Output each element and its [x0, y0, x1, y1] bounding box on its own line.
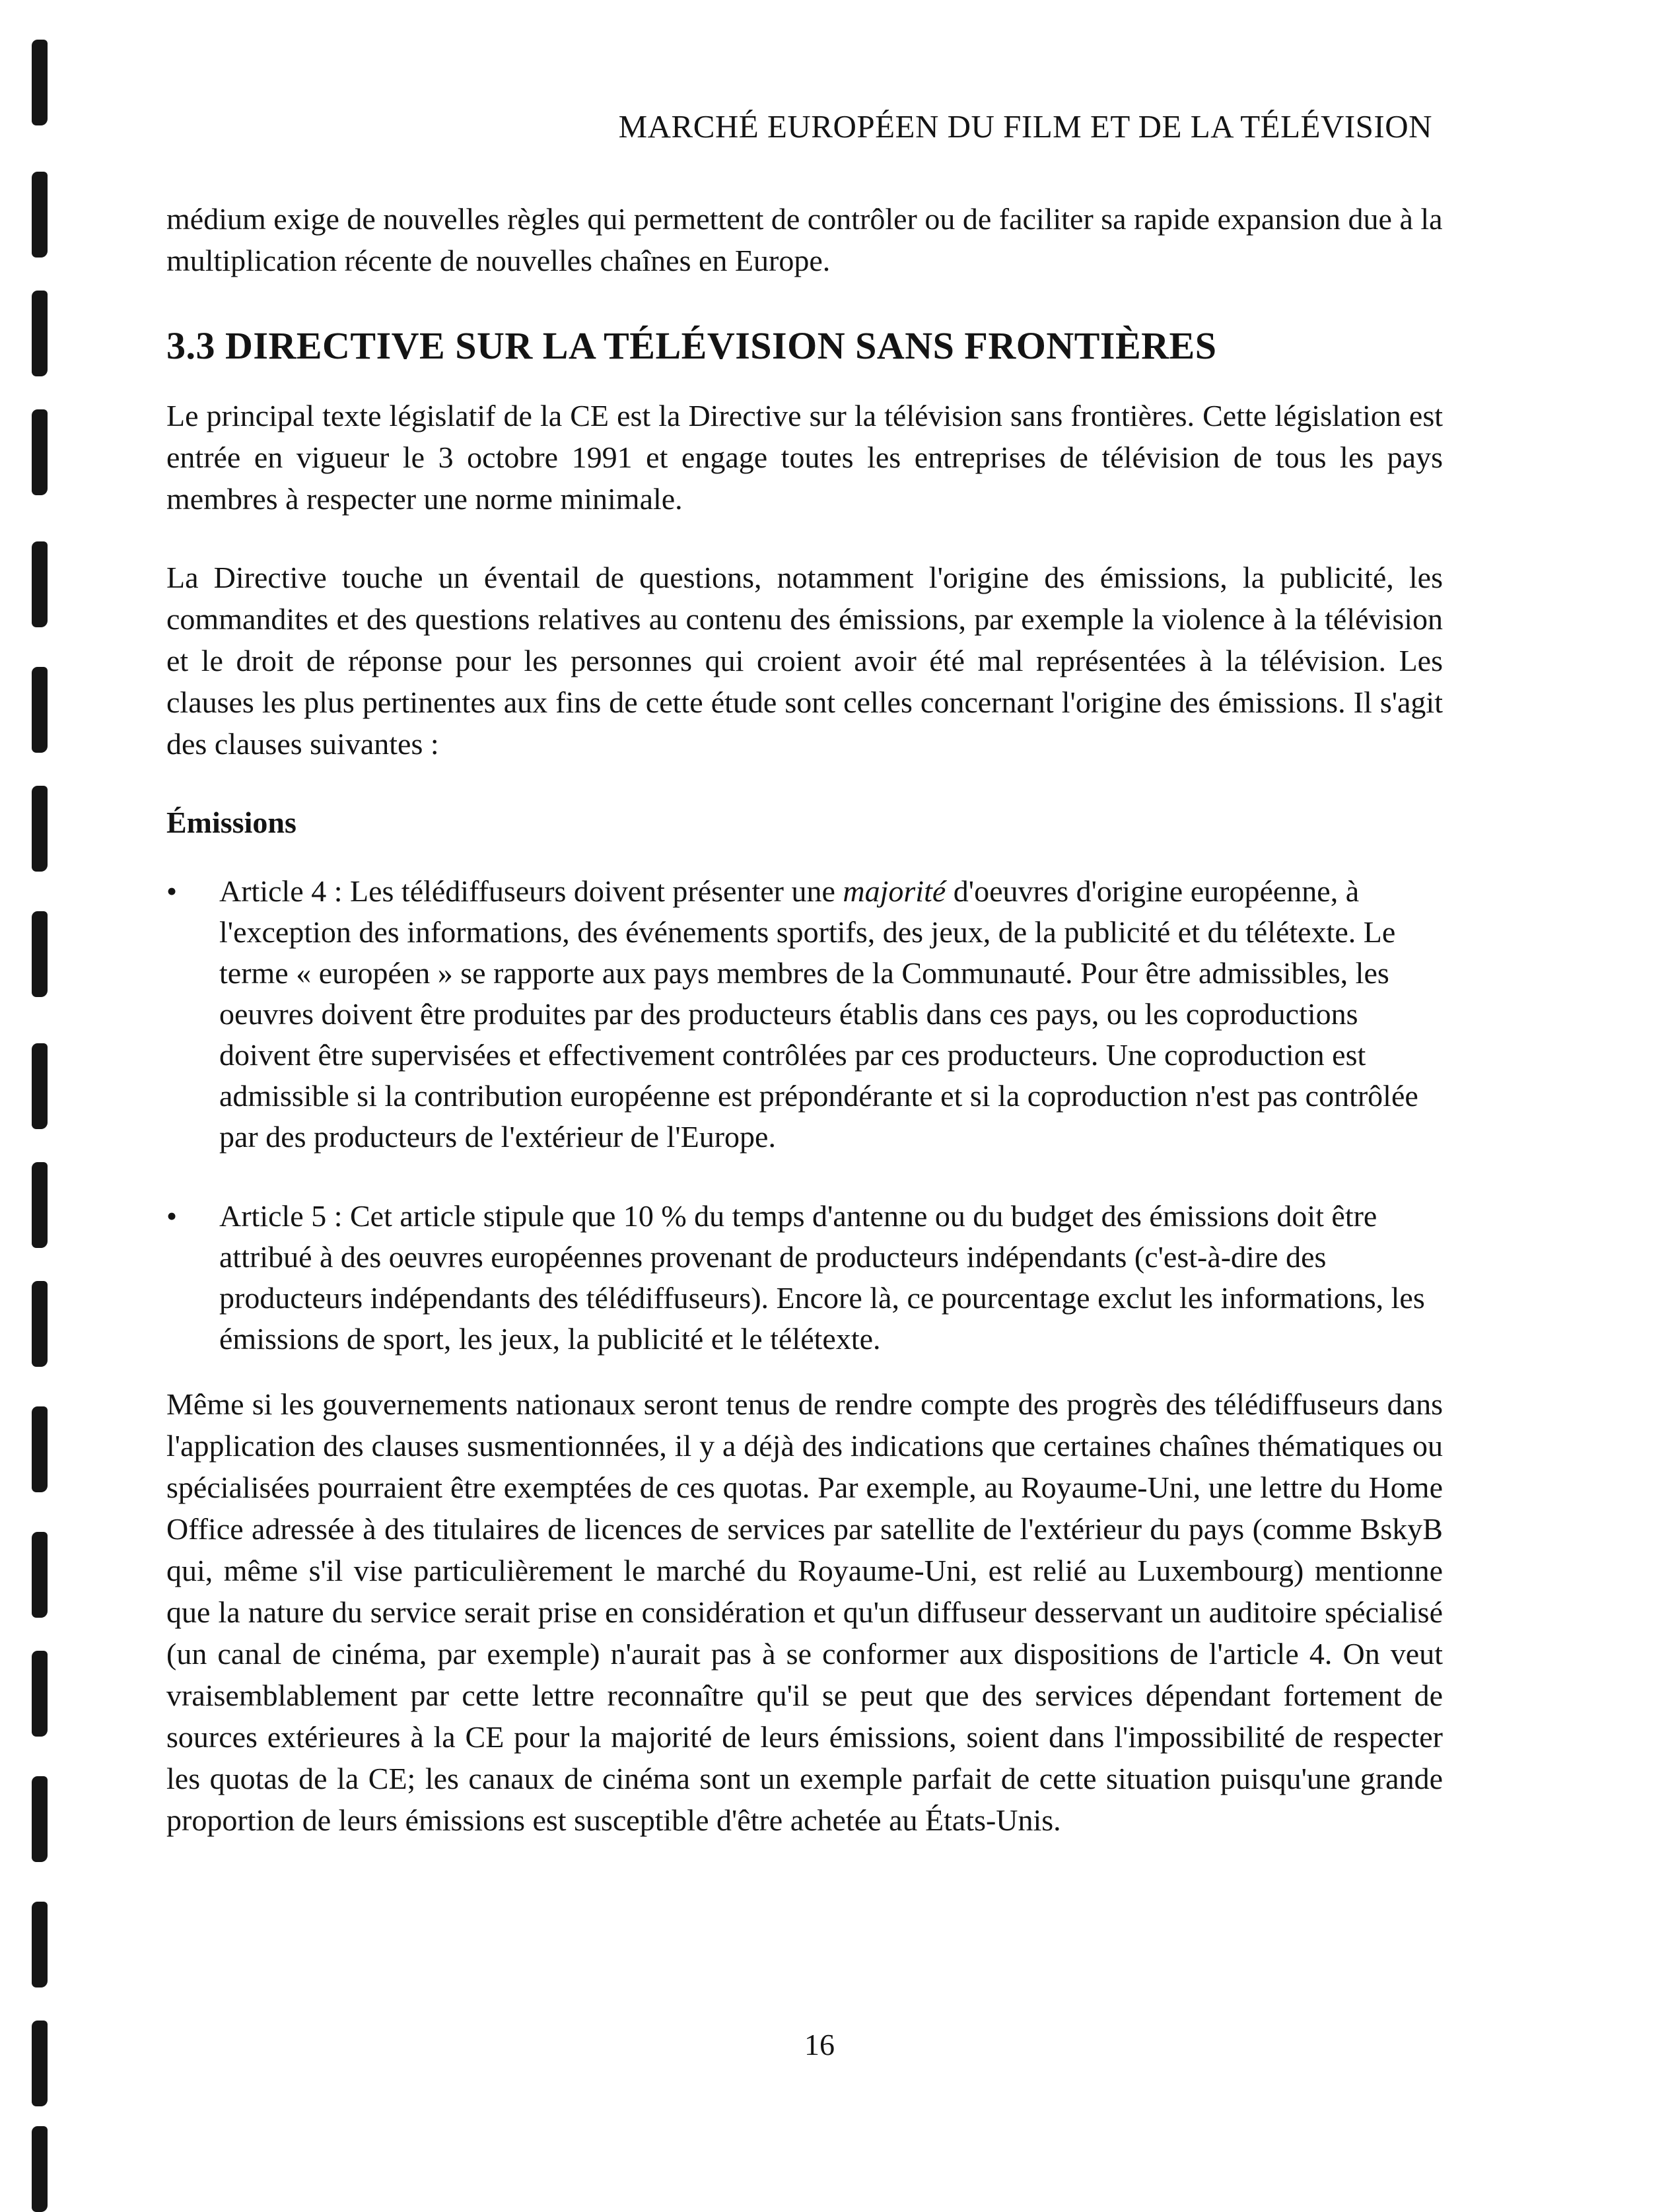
binding-mark: [32, 1043, 48, 1129]
binding-mark: [32, 40, 48, 125]
binding-mark: [32, 541, 48, 627]
page-number: 16: [804, 2028, 835, 2061]
binding-mark: [32, 911, 48, 997]
article-list: [166, 871, 1443, 1360]
body-paragraph: Le principal texte législatif de la CE est la Directive sur la télévision sans frontières. Cette législation est entrée en vigueur le 3 octobre 1991 et engage toutes les entreprises de télévision de tous les pays membres à respecter une norme minimale.: [166, 399, 1443, 516]
binding-mark: [32, 667, 48, 753]
list-item: [166, 1196, 1443, 1360]
article-text-end: d'oeuvres d'origine européenne, à l'exception des informations, des événements sportifs, des jeux, de la publicité et du télétexte. Le terme « européen » se rapporte aux pays membres de la Communauté. Pour être admissibles, les oeuvres doivent être produites par des producteurs établis dans ces pays, ou les coproductions doivent être supervisées et effectivement contrôlées par ces producteurs. Une coproduction est admissible si la contribution européenne est prépondérante et si la coproduction n'est pas contrôlée par des producteurs de l'extérieur de l'Europe.: [219, 874, 1418, 1154]
running-header: MARCHÉ EUROPÉEN DU FILM ET DE LA TÉLÉVISION: [618, 108, 1432, 145]
emphasis-text: majorité: [843, 874, 946, 908]
binding-mark: [32, 1406, 48, 1492]
binding-mark: [32, 409, 48, 495]
binding-mark: [32, 1651, 48, 1737]
section-heading: 3.3 DIRECTIVE SUR LA TÉLÉVISION SANS FRONTIÈRES: [166, 324, 1217, 367]
continued-paragraph: médium exige de nouvelles règles qui permettent de contrôler ou de faciliter sa rapide expansion due à la multiplication récente de nouvelles chaînes en Europe.: [166, 202, 1443, 277]
bullet: •: [166, 874, 178, 908]
binding-mark: [32, 2021, 48, 2106]
binding-mark: [32, 1162, 48, 1248]
binding-mark: [32, 172, 48, 258]
binding-mark: [32, 1281, 48, 1367]
binding-mark: [32, 786, 48, 872]
closing-paragraph: Même si les gouvernements nationaux seront tenus de rendre compte des progrès des télédiffuseurs dans l'application des clauses susmentionnées, il y a déjà des indications que certaines chaînes thématiques ou spécialisées pourraient être exemptées de ces quotas. Par exemple, au Royaume-Uni, une lettre du Home Office adressée à des titulaires de licences de services par satellite de l'extérieur du pays (comme BskyB qui, même s'il vise particulièrement le marché du Royaume-Uni, est relié au Luxembourg) mentionne que la nature du service serait prise en considération et qu'un diffuseur desservant un auditoire spécialisé (un canal de cinéma, par exemple) n'aurait pas à se conformer aux dispositions de l'article 4. On veut vraisemblablement par cette lettre reconnaître qu'il se peut que des services dépendant fortement de sources extérieures à la CE pour la majorité de leurs émissions, soient dans l'impossibilité de respecter les quotas de la CE; les canaux de cinéma sont un exemple parfait de cette situation puisqu'une grande proportion de leurs émissions est susceptible d'être achetée au États-Unis.: [166, 1387, 1443, 1837]
binding-mark: [32, 1532, 48, 1618]
binding-holes: [25, 40, 65, 2186]
subsection-heading: Émissions: [166, 806, 296, 839]
bullet: •: [166, 1199, 178, 1233]
article-text-start: Article 4 : Les télédiffuseurs doivent présenter une: [219, 874, 843, 908]
binding-mark: [32, 1902, 48, 1987]
article-text: Article 5 : Cet article stipule que 10 % du temps d'antenne ou du budget des émissions doit être attribué à des oeuvres européennes provenant de producteurs indépendants (c'est-à-dire des producteurs indépendants des télédiffuseurs). Encore là, ce pourcentage exclut les informations, les émissions de sport, les jeux, la publicité et le télétexte.: [219, 1199, 1425, 1356]
binding-mark: [32, 2126, 48, 2212]
binding-mark: [32, 1776, 48, 1862]
body-paragraph: La Directive touche un éventail de questions, notamment l'origine des émissions, la publicité, les commandites et des questions relatives au contenu des émissions, par exemple la violence à la télévision et le droit de réponse pour les personnes qui croient avoir été mal représentées à la télévision. Les clauses les plus pertinentes aux fins de cette étude sont celles concernant l'origine des émissions. Il s'agit des clauses suivantes :: [166, 561, 1443, 761]
binding-mark: [32, 291, 48, 376]
list-item: [166, 871, 1443, 1158]
page-body: [166, 198, 1443, 1841]
